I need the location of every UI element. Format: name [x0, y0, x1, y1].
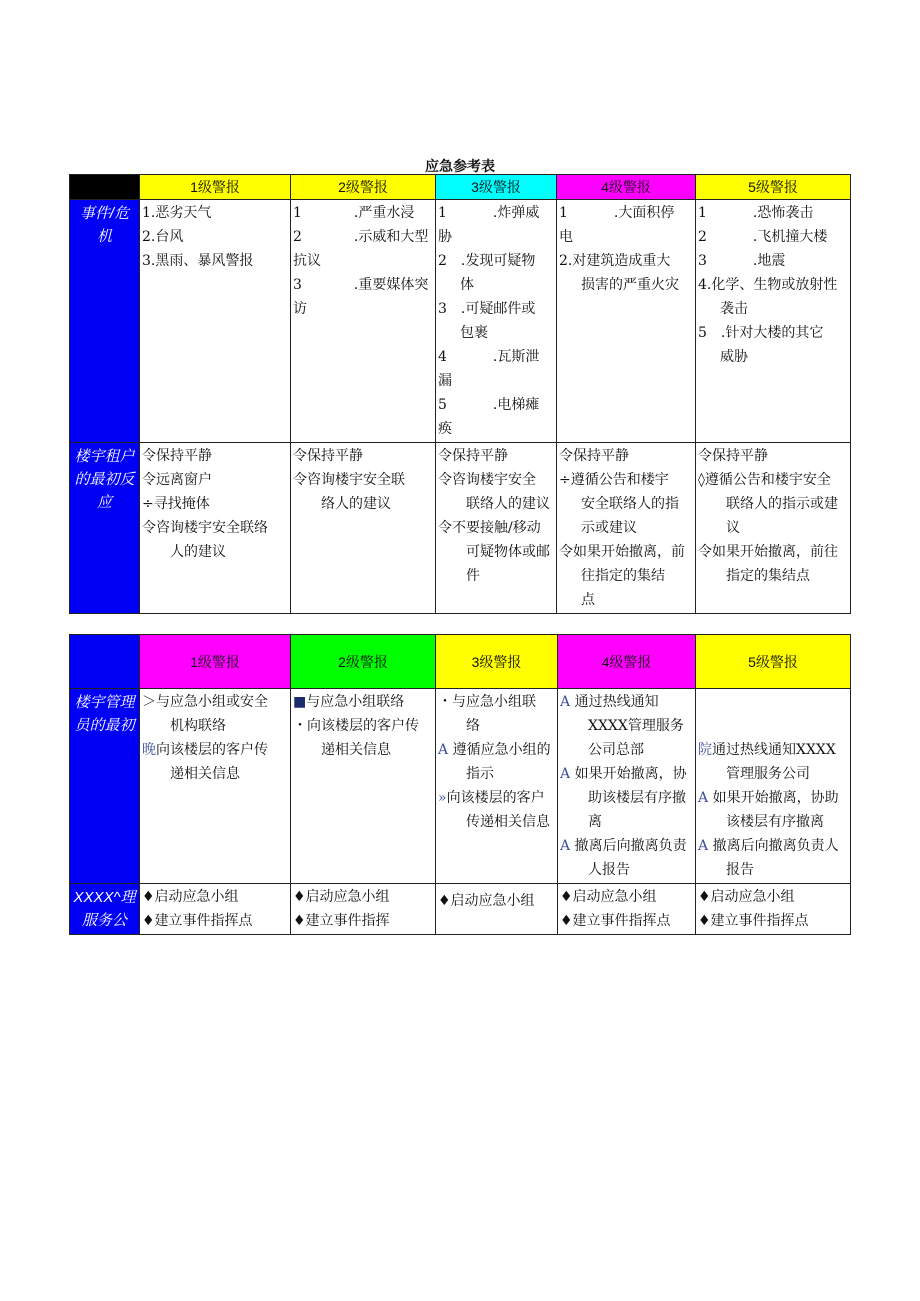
- incident-level-5: 1 .恐怖袭击 2 .飞机撞大楼 3 .地震 4.化学、生物或放射性 袭击 5 .针对大楼的其它 威胁: [696, 200, 851, 443]
- tenant-level-1: 令保持平静 令远离窗户 ÷寻找掩体 令咨询楼宇安全联络 人的建议: [140, 443, 291, 614]
- header-level-4: 4级警报: [557, 175, 696, 200]
- service-level-5: ♦启动应急小组 ♦建立事件指挥点: [696, 884, 851, 935]
- alert-table-tenants: [69, 174, 851, 614]
- service-level-4: ♦启动应急小组 ♦建立事件指挥点: [558, 884, 696, 935]
- page-title: 应急参考表: [425, 158, 495, 174]
- tenant-level-3: 令保持平静 令咨询楼宇安全 联络人的建议 令不要接触/移动 可疑物体或邮 件: [436, 443, 557, 614]
- manager-level-5: 院通过热线通知XXXX 管理服务公司 A 如果开始撤离，协助 该楼层有序撤离 A 撤离后向撤离负责人 报告: [696, 689, 851, 884]
- manager-level-4: A 通过热线通知 XXXX管理服务 公司总部 A 如果开始撤离，协 助该楼层有序撤 离 A 撤离后向撤离负责 人报告: [558, 689, 696, 884]
- row-label-manager-response: 楼宇管理 员的最初: [70, 689, 140, 884]
- header-level-2: 2级警报: [291, 635, 436, 689]
- tenant-level-5: 令保持平静 ◊遵循公告和楼宇安全 联络人的指示或建 议 令如果开始撤离，前往 指定的集结点: [696, 443, 851, 614]
- incident-level-1: 1.恶劣天气 2.台风 3.黑雨、暴风警报: [140, 200, 291, 443]
- tenant-level-4: 令保持平静 ÷遵循公告和楼宇 安全联络人的指 示或建议 令如果开始撤离，前 往指定的集结 点: [557, 443, 696, 614]
- incident-level-4: 1 .大面积停 电 2.对建筑造成重大 损害的严重火灾: [557, 200, 696, 443]
- list-item: 1 .严重水浸: [293, 205, 415, 221]
- row-label-incident: 事件/危 机: [70, 200, 140, 443]
- header-level-5: 5级警报: [696, 175, 851, 200]
- header-level-3: 3级警报: [436, 175, 557, 200]
- header-level-2: 2级警报: [291, 175, 436, 200]
- tenant-level-2: 令保持平静 令咨询楼宇安全联 络人的建议: [291, 443, 436, 614]
- alert-table-management: [69, 634, 851, 935]
- service-level-1: ♦启动应急小组 ♦建立事件指挥点: [140, 884, 291, 935]
- list-item: 2 .示威和大型: [293, 229, 429, 245]
- row-label-service-company: XXXX^理 服务公: [70, 884, 140, 935]
- header-level-3: 3级警报: [436, 635, 558, 689]
- manager-level-2: ■与应急小组联络 ・向该楼层的客户传 递相关信息: [291, 689, 436, 884]
- header-corner: [70, 175, 140, 200]
- header-level-1: 1级警报: [140, 175, 291, 200]
- service-level-3: ♦启动应急小组: [436, 884, 558, 935]
- manager-level-1: ＞与应急小组或安全 机构联络 晚向该楼层的客户传 递相关信息: [140, 689, 291, 884]
- service-level-2: ♦启动应急小组 ♦建立事件指挥: [291, 884, 436, 935]
- header-level-5: 5级警报: [696, 635, 851, 689]
- manager-level-3: ・与应急小组联 络 A 遵循应急小组的 指示 »向该楼层的客户 传递相关信息: [436, 689, 558, 884]
- incident-level-3: 1 .炸弹威 胁 2 .发现可疑物 体 3 .可疑邮件或 包裹 4 .瓦斯泄 漏 5 .电梯瘫 痪: [436, 200, 557, 443]
- header-corner: [70, 635, 140, 689]
- header-level-4: 4级警报: [558, 635, 696, 689]
- list-item: 3 .重要媒体突: [293, 277, 429, 293]
- header-level-1: 1级警报: [140, 635, 291, 689]
- incident-level-2: 1 .严重水浸 2 .示威和大型 抗议 3 .重要媒体突 访: [291, 200, 436, 443]
- row-label-tenant-response: 楼宇租户 的最初反 应: [70, 443, 140, 614]
